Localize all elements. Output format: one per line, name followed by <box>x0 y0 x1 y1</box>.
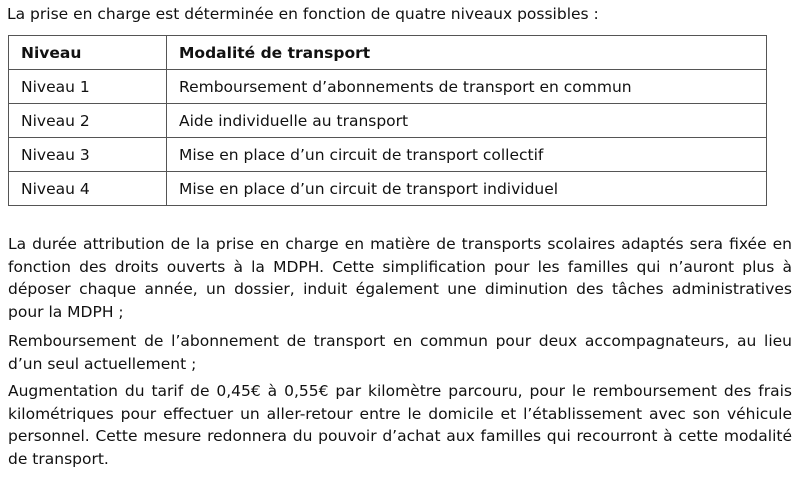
paragraph-mileage-rate: Augmentation du tarif de 0,45€ à 0,55€ par kilomètre parcouru, pour le remboursement des frais kilométriques pour effectuer un aller-retour entre le domicile et l’établissement avec son véhicule personnel. Cette mesure redonnera du pouvoir d’achat aux familles qui recourront à cette modalité de transport. <box>8 382 792 468</box>
header-modalite: Modalité de transport <box>167 36 767 70</box>
table-row <box>9 70 767 104</box>
level-cell: Niveau 4 <box>9 172 167 206</box>
paragraph-reimbursement: Remboursement de l’abonnement de transport en commun pour deux accompagnateurs, au lieu d’un seul actuellement ; <box>8 332 792 373</box>
table-row <box>9 172 767 206</box>
header-niveau: Niveau <box>9 36 167 70</box>
table-header-row <box>9 36 767 70</box>
level-cell: Niveau 1 <box>9 70 167 104</box>
table-row <box>9 104 767 138</box>
level-cell: Niveau 2 <box>9 104 167 138</box>
modality-cell: Mise en place d’un circuit de transport individuel <box>167 172 767 206</box>
level-cell: Niveau 3 <box>9 138 167 172</box>
transport-levels-table <box>8 35 767 206</box>
table-row <box>9 138 767 172</box>
modality-cell: Aide individuelle au transport <box>167 104 767 138</box>
paragraph-duration: La durée attribution de la prise en charge en matière de transports scolaires adaptés sera fixée en fonction des droits ouverts à la MDPH. Cette simplification pour les familles qui n’auront plus à déposer chaque année, un dossier, induit également une diminution des tâches administratives pour la MDPH ; <box>8 235 792 321</box>
modality-cell: Remboursement d’abonnements de transport en commun <box>167 70 767 104</box>
intro-text: La prise en charge est déterminée en fonction de quatre niveaux possibles : <box>7 5 599 23</box>
modality-cell: Mise en place d’un circuit de transport collectif <box>167 138 767 172</box>
